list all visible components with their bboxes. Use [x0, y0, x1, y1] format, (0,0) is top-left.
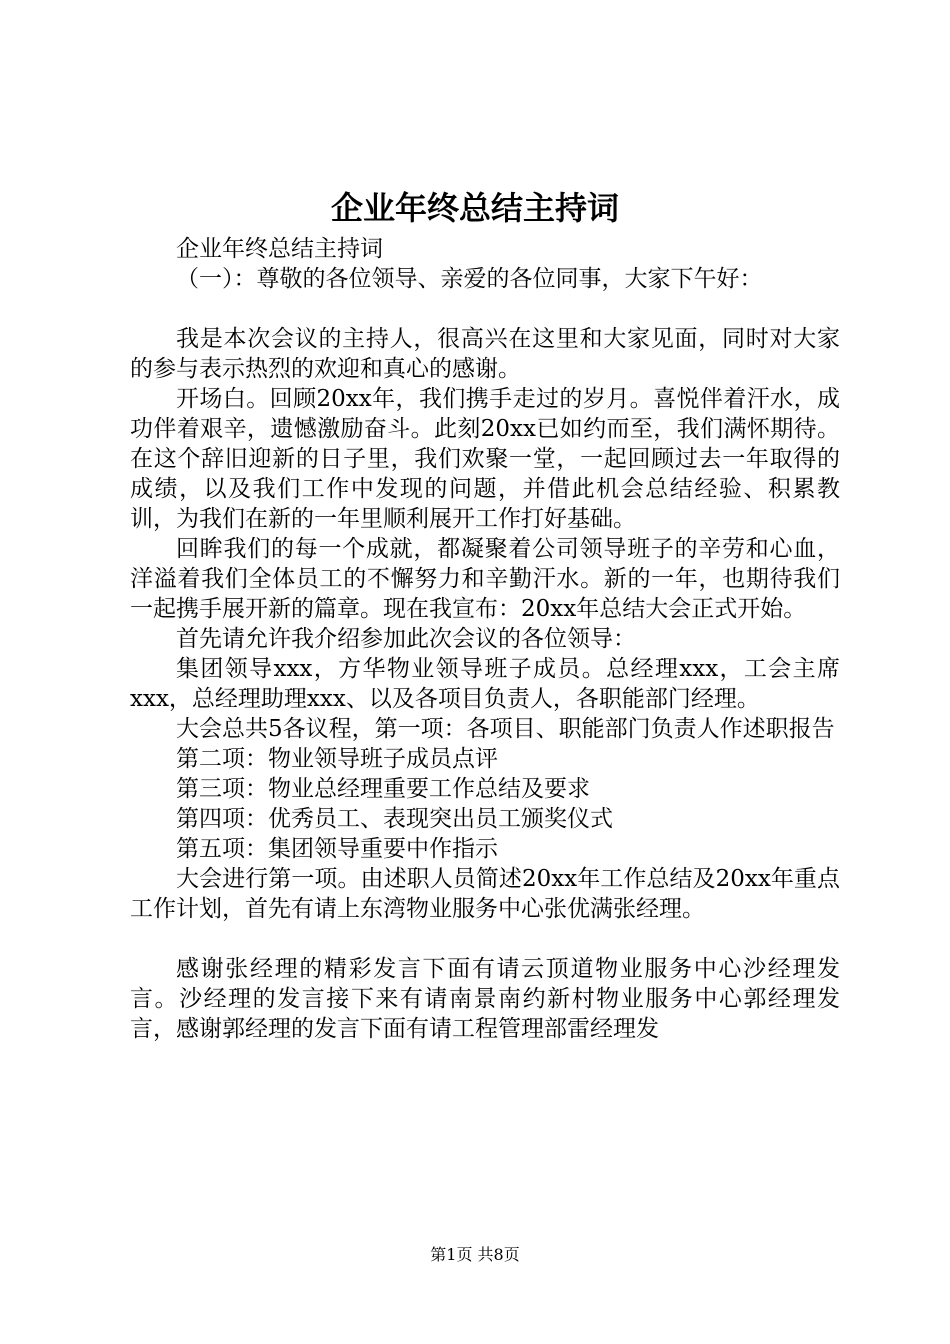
paragraph: 感谢张经理的精彩发言下面有请云顶道物业服务中心沙经理发言。沙经理的发言接下来有请南景南约新村物业服务中心郭经理发言，感谢郭经理的发言下面有请工程管理部雷经理发: [130, 956, 840, 1042]
page-number-footer: 第1页 共8页: [430, 1245, 520, 1264]
paragraph: 我是本次会议的主持人，很高兴在这里和大家见面，同时对大家的参与表示热烈的欢迎和真心的感谢。: [130, 326, 840, 382]
paragraph: 第五项：集团领导重要中作指示: [176, 836, 498, 862]
paragraph: 大会总共5各议程，第一项：各项目、职能部门负责人作述职报告: [176, 716, 835, 742]
document-body: [130, 234, 840, 1044]
paragraph: 回眸我们的每一个成就，都凝聚着公司领导班子的辛劳和心血，洋溢着我们全体员工的不懈努力和辛勤汗水。新的一年，也期待我们一起携手展开新的篇章。现在我宣布：20xx年总结大会正式开始。: [130, 536, 840, 622]
paragraph: 第三项：物业总经理重要工作总结及要求: [176, 776, 590, 802]
paragraph: 第四项：优秀员工、表现突出员工颁奖仪式: [176, 806, 613, 832]
paragraph: 大会进行第一项。由述职人员简述20xx年工作总结及20xx年重点工作计划，首先有请上东湾物业服务中心张优满张经理。: [130, 866, 840, 922]
document-title: 企业年终总结主持词: [330, 189, 619, 227]
paragraph: 第二项：物业领导班子成员点评: [176, 746, 498, 772]
paragraph: 集团领导xxx，方华物业领导班子成员。总经理xxx，工会主席xxx，总经理助理xxx、以及各项目负责人，各职能部门经理。: [130, 656, 840, 712]
paragraph: 企业年终总结主持词: [176, 236, 383, 262]
paragraph: 开场白。回顾20xx年，我们携手走过的岁月。喜悦伴着汗水，成功伴着艰辛，遗憾激励奋斗。此刻20xx已如约而至，我们满怀期待。在这个辞旧迎新的日子里，我们欢聚一堂，一起回顾过去一年取得的成绩，以及我们工作中发现的问题，并借此机会总结经验、积累教训，为我们在新的一年里顺利展开工作打好基础。: [130, 386, 840, 532]
paragraph: （一）：尊敬的各位领导、亲爱的各位同事，大家下午好：: [176, 266, 763, 292]
paragraph: 首先请允许我介绍参加此次会议的各位领导：: [176, 626, 636, 652]
